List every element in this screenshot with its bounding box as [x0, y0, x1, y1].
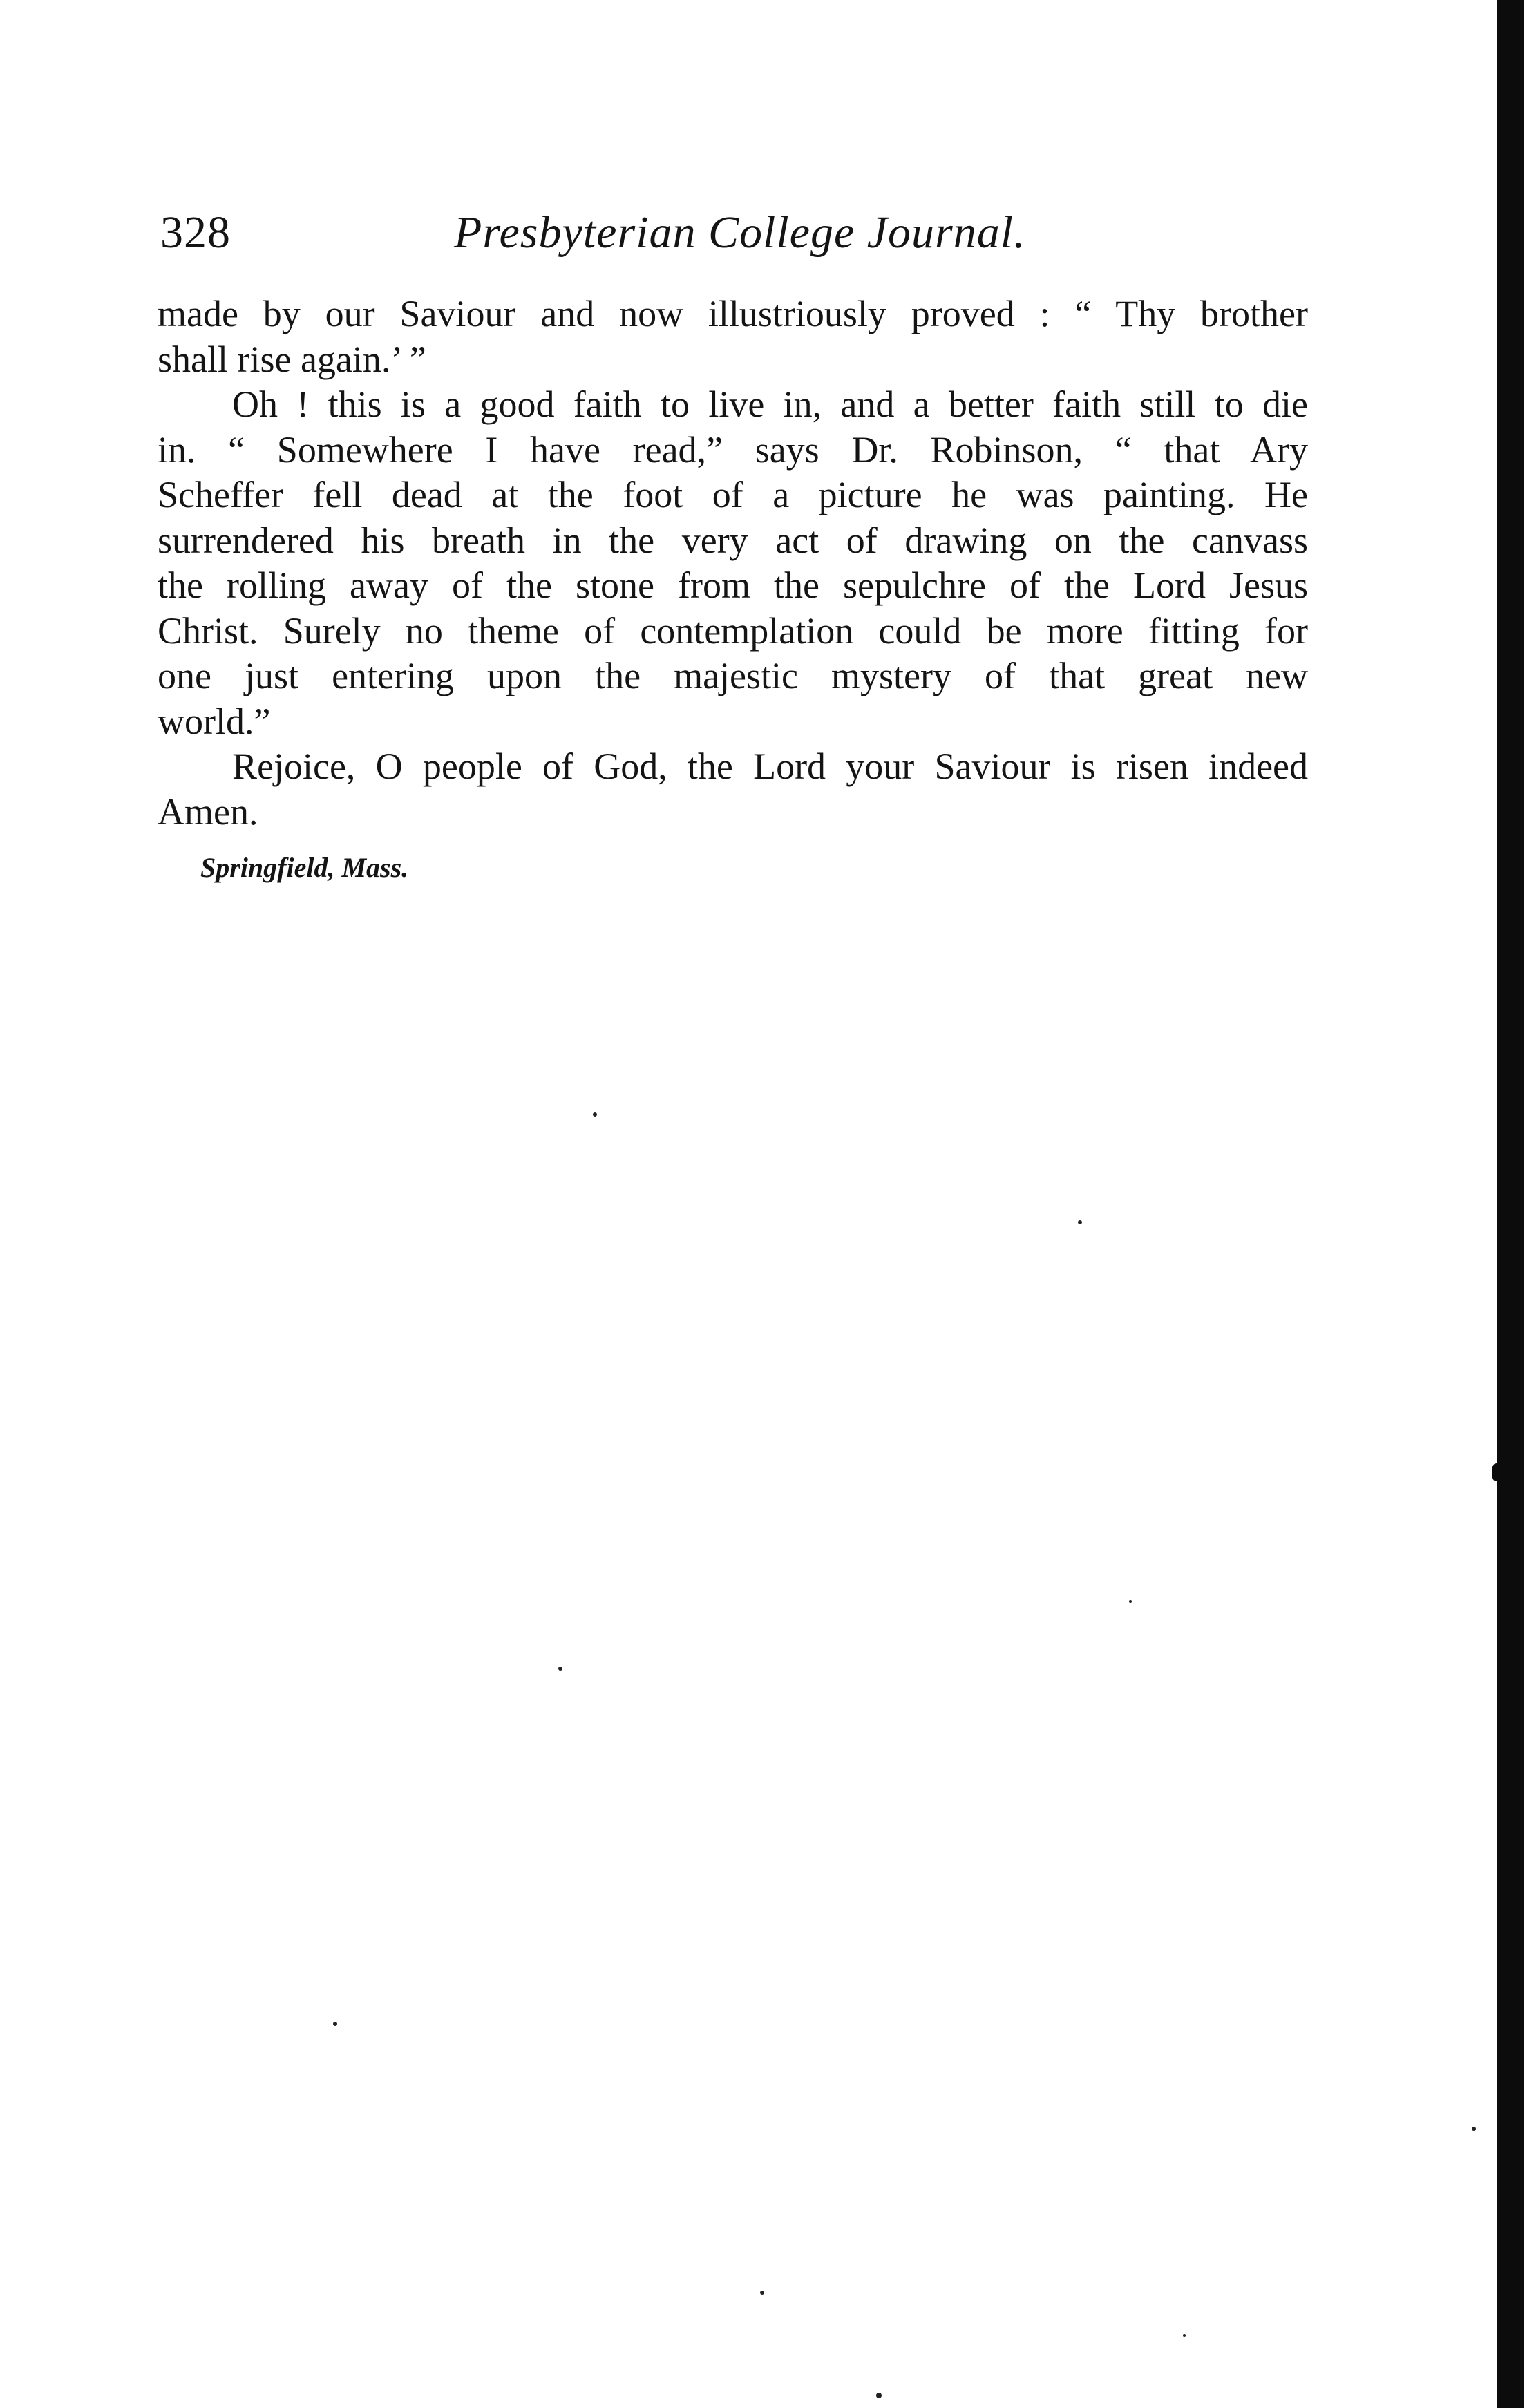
text-line: Amen. [158, 790, 258, 833]
text-line: one just entering upon the majestic mystery of that great new [158, 655, 1308, 696]
text-line: Scheffer fell dead at the foot of a picture he was painting. He [158, 474, 1308, 515]
scan-speck [593, 1112, 597, 1117]
scan-speck [1078, 1220, 1082, 1224]
text-line: made by our Saviour and now illustriously proved : “ Thy brother [158, 293, 1308, 334]
signature-place: Springfield, Mass. [200, 852, 409, 883]
page-header [160, 202, 1307, 264]
text-line: Rejoice, O people of God, the Lord your Saviour is risen indeed [232, 746, 1308, 787]
body-text [158, 292, 1308, 835]
page-edge-notch [1492, 1463, 1502, 1481]
scan-speck [558, 1667, 562, 1671]
text-line: surrendered his breath in the very act of drawing on the canvass [158, 519, 1308, 561]
scan-speck [876, 2393, 882, 2398]
page-number: 328 [160, 207, 231, 258]
scan-speck [1129, 1600, 1132, 1603]
text-line: Oh ! this is a good faith to live in, and a better faith still to die [232, 383, 1308, 425]
scan-speck [760, 2291, 764, 2295]
scan-speck [333, 2022, 337, 2026]
text-line: the rolling away of the stone from the sepulchre of the Lord Jesus [158, 565, 1308, 606]
text-line: shall rise again.’ ” [158, 338, 426, 380]
text-line: world.” [158, 700, 271, 742]
text-line: in. “ Somewhere I have read,” says Dr. Robinson, “ that Ary [158, 428, 1308, 471]
scan-speck [1183, 2334, 1186, 2337]
running-title: Presbyterian College Journal. [454, 207, 1026, 258]
scan-speck [1472, 2127, 1476, 2131]
text-line: Christ. Surely no theme of contemplation could be more fitting for [158, 609, 1308, 652]
page-edge-shadow [1497, 0, 1524, 2408]
